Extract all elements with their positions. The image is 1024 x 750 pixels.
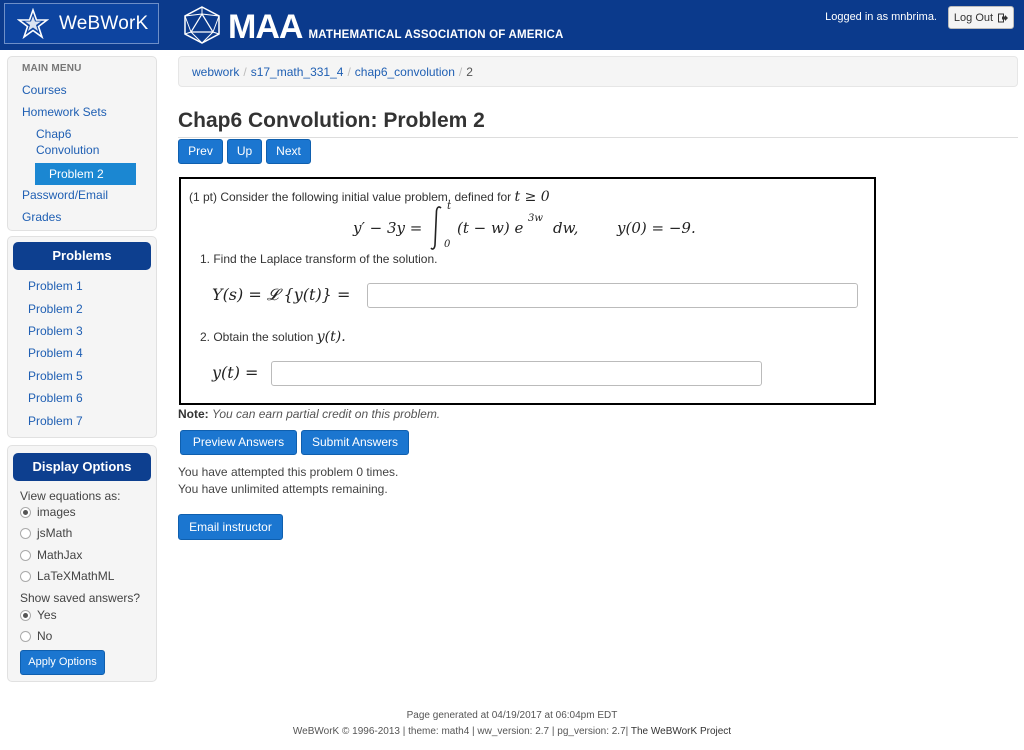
problems-panel: [7, 236, 157, 438]
radio-saved-yes[interactable]: [20, 610, 31, 621]
problem-link-3[interactable]: Problem 3: [28, 324, 83, 338]
radio-saved-no[interactable]: [20, 631, 31, 642]
email-instructor-button[interactable]: Email instructor: [178, 514, 283, 540]
app-name: WeBWorK: [59, 12, 149, 34]
webwork-logo[interactable]: [4, 3, 159, 44]
footer-generated: Page generated at 04/19/2017 at 06:04pm EDT: [406, 710, 618, 721]
breadcrumb-separator: /: [458, 65, 463, 79]
radio-saved-yes-label: Yes: [37, 608, 57, 622]
logout-button[interactable]: [948, 6, 1014, 29]
radio-images-label: images: [37, 505, 76, 519]
breadcrumb-current: 2: [466, 65, 473, 79]
integral-lower-limit: 0: [444, 239, 451, 250]
integral-sign: [430, 205, 444, 251]
question-2-text: 2. Obtain the solution: [200, 330, 314, 344]
problem-link-5[interactable]: Problem 5: [28, 369, 83, 383]
partial-credit-note: [178, 407, 440, 421]
laplace-transform-input[interactable]: [367, 283, 858, 308]
grades-link[interactable]: Grades: [22, 210, 62, 224]
integral-differential: dw,: [553, 219, 579, 237]
problem-intro-text: (1 pt) Consider the following initial value problem, defined for: [189, 190, 512, 204]
breadcrumb-webwork[interactable]: webwork: [192, 65, 240, 79]
radio-images[interactable]: [20, 507, 31, 518]
homework-sets-link[interactable]: Homework Sets: [22, 105, 107, 119]
prev-button[interactable]: Prev: [178, 139, 223, 164]
question-2-math: y(t) =: [212, 363, 259, 382]
active-problem-item[interactable]: Problem 2: [35, 163, 136, 185]
breadcrumb-separator: /: [347, 65, 351, 79]
attempts-remaining: You have unlimited attempts remaining.: [178, 482, 388, 496]
homework-set-chap6-line2[interactable]: Convolution: [36, 143, 100, 157]
maa-logo[interactable]: [182, 6, 564, 44]
breadcrumb-separator: /: [243, 65, 247, 79]
integrand-exponent: 3w: [528, 213, 543, 224]
display-options-panel: [7, 445, 157, 682]
integral-upper-limit: t: [447, 201, 452, 212]
radio-jsmath[interactable]: [20, 528, 31, 539]
initial-condition: y(0) = −9.: [617, 219, 696, 237]
apply-options-button[interactable]: Apply Options: [20, 650, 105, 675]
submit-answers-button[interactable]: Submit Answers: [301, 430, 409, 455]
login-status: Logged in as mnbrima.: [825, 11, 937, 23]
breadcrumb-set[interactable]: chap6_convolution: [354, 65, 455, 79]
breadcrumb: [178, 56, 1018, 87]
webwork-project-link[interactable]: The WeBWorK Project: [630, 726, 732, 737]
problem-link-1[interactable]: Problem 1: [28, 279, 83, 293]
problem-link-2[interactable]: Problem 2: [28, 302, 83, 316]
title-divider: [178, 137, 1018, 138]
solution-input[interactable]: [271, 361, 762, 386]
note-text: You can earn partial credit on this problem.: [212, 407, 441, 421]
equation-left: y′ − 3y =: [353, 219, 423, 237]
display-options-title: Display Options: [13, 453, 151, 481]
radio-mathjax-label: MathJax: [37, 548, 83, 562]
radio-saved-no-label: No: [37, 629, 53, 643]
preview-answers-button[interactable]: Preview Answers: [180, 430, 297, 455]
logout-icon: [998, 13, 1008, 23]
next-button[interactable]: Next: [266, 139, 311, 164]
up-button[interactable]: Up: [227, 139, 262, 164]
radio-latexmathml-label: LaTeXMathML: [37, 569, 115, 583]
page-title: Chap6 Convolution: Problem 2: [178, 109, 485, 132]
main-menu-panel: [7, 56, 157, 231]
main-menu-title: MAIN MENU: [22, 63, 82, 74]
top-banner: [0, 0, 1024, 50]
maa-full-name: MATHEMATICAL ASSOCIATION OF AMERICA: [308, 29, 564, 41]
problem-condition: t ≥ 0: [514, 189, 550, 205]
footer-version-info: WeBWorK © 1996-2013 | theme: math4 | ww_version: 2.7 | pg_version: 2.7|: [292, 726, 629, 737]
logout-label: Log Out: [953, 11, 994, 24]
breadcrumb-course[interactable]: s17_math_331_4: [250, 65, 344, 79]
problem-intro: [189, 189, 550, 205]
note-label: Note:: [178, 407, 209, 421]
radio-latexmathml[interactable]: [20, 571, 31, 582]
problem-link-6[interactable]: Problem 6: [28, 391, 83, 405]
radio-mathjax[interactable]: [20, 550, 31, 561]
maa-acronym: MAA: [228, 8, 303, 46]
problem-link-4[interactable]: Problem 4: [28, 346, 83, 360]
problem-link-7[interactable]: Problem 7: [28, 414, 83, 428]
homework-set-chap6-line1[interactable]: Chap6: [36, 127, 72, 141]
footer-info: [0, 726, 1024, 737]
show-saved-answers-label: Show saved answers?: [20, 591, 141, 605]
view-equations-label: View equations as:: [20, 489, 121, 503]
webwork-star-icon: [17, 8, 49, 40]
question-2: [200, 329, 346, 345]
courses-link[interactable]: Courses: [22, 83, 67, 97]
integrand: (t − w) e: [457, 219, 524, 237]
maa-icosahedron-icon: [182, 6, 222, 44]
question-2-variable: y(t).: [316, 329, 346, 345]
problems-panel-title: Problems: [13, 242, 151, 270]
radio-jsmath-label: jsMath: [37, 526, 73, 540]
attempts-count: You have attempted this problem 0 times.: [178, 465, 399, 479]
problem-statement-box: [179, 177, 876, 405]
question-1-math: Y(s) = 𝓛 {y(t)} =: [212, 285, 351, 304]
question-1: 1. Find the Laplace transform of the solution.: [200, 252, 438, 266]
password-email-link[interactable]: Password/Email: [22, 188, 109, 202]
